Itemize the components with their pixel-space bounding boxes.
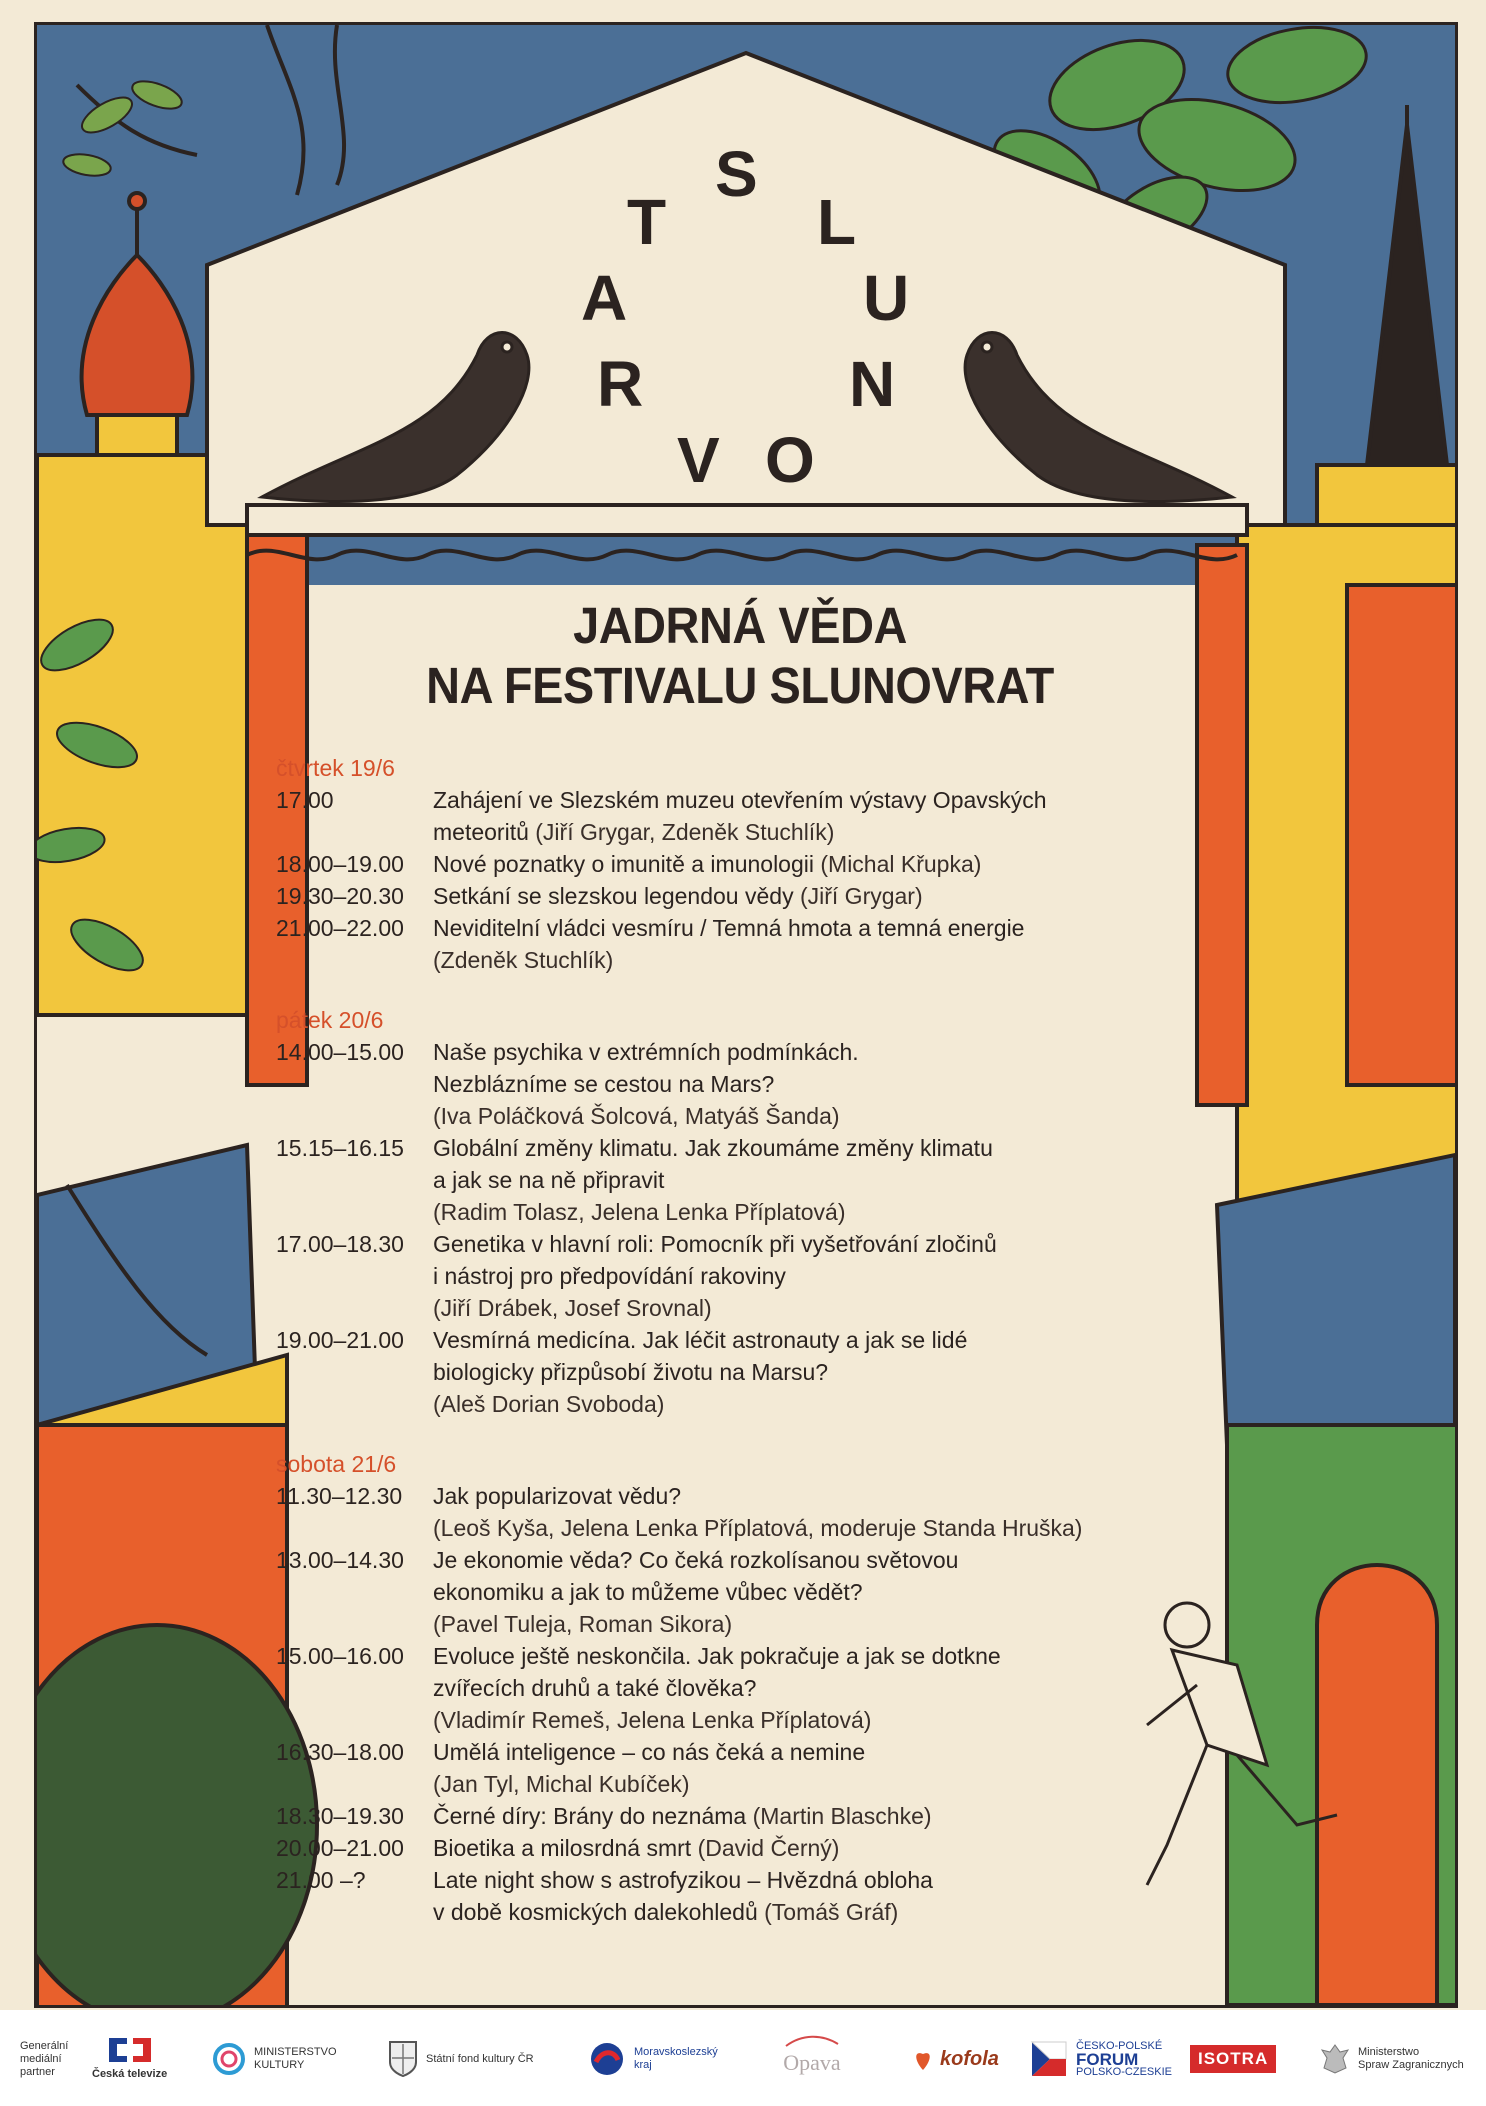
event-speakers: (Leoš Kyša, Jelena Lenka Příplatová, moderuje Standa Hruška) bbox=[433, 1515, 1083, 1541]
event-title: zvířecích druhů a také člověka? bbox=[433, 1675, 757, 1701]
event-title: v době kosmických dalekohledů bbox=[433, 1899, 758, 1925]
event-row bbox=[276, 848, 1176, 880]
ct-logo-icon bbox=[105, 2034, 155, 2066]
event-time: 11.30–12.30 bbox=[276, 1483, 403, 1509]
event-time: 14.00–15.00 bbox=[276, 1039, 404, 1065]
schedule bbox=[276, 752, 1176, 1956]
event-description bbox=[433, 1228, 1176, 1324]
media-partner-label bbox=[20, 2034, 68, 2084]
event-time: 19.00–21.00 bbox=[276, 1327, 404, 1353]
event-row bbox=[276, 1832, 1176, 1864]
event-row bbox=[276, 1736, 1176, 1800]
logo-label-line: Generální bbox=[20, 2039, 69, 2052]
logo-label-line: Spraw Zagranicznych bbox=[1358, 2059, 1464, 2071]
festival-letter: L bbox=[817, 186, 859, 258]
event-row bbox=[276, 880, 1176, 912]
poster-title bbox=[250, 596, 1230, 716]
event-row bbox=[276, 1324, 1176, 1420]
event-row bbox=[276, 1640, 1176, 1736]
event-description bbox=[433, 1480, 1176, 1544]
event-row bbox=[276, 1800, 1176, 1832]
event-description bbox=[433, 1036, 1176, 1132]
festival-letter: T bbox=[627, 186, 669, 258]
event-title: Naše psychika v extrémních podmínkách. bbox=[433, 1039, 859, 1065]
event-title: Umělá inteligence – co nás čeká a nemine bbox=[433, 1739, 866, 1765]
logo-label: kofola bbox=[940, 2047, 999, 2070]
event-time: 20.00–21.00 bbox=[276, 1835, 404, 1861]
small-leaves-icon bbox=[62, 76, 186, 179]
day-heading: čtvrtek 19/6 bbox=[276, 755, 395, 781]
festival-letter: V bbox=[677, 424, 722, 496]
event-row bbox=[276, 1132, 1176, 1228]
event-time: 17.00 bbox=[276, 787, 334, 813]
event-title: Jak popularizovat vědu? bbox=[433, 1483, 682, 1509]
event-speakers: (Vladimír Remeš, Jelena Lenka Příplatová) bbox=[433, 1707, 872, 1733]
logo-label-line: Moravskoslezský bbox=[634, 2046, 718, 2058]
day-block bbox=[276, 1004, 1176, 1420]
event-time: 19.30–20.30 bbox=[276, 883, 404, 909]
logo-label: Státní fond kultury ČR bbox=[426, 2052, 534, 2065]
logo-label-line: MINISTERSTVO bbox=[254, 2046, 337, 2058]
event-title: Evoluce ještě neskončila. Jak pokračuje a jak se dotkne bbox=[433, 1643, 1001, 1669]
festival-letter: A bbox=[581, 262, 630, 334]
logo-label: Opava bbox=[783, 2050, 841, 2075]
event-time: 17.00–18.30 bbox=[276, 1231, 404, 1257]
event-row bbox=[276, 1544, 1176, 1640]
event-speakers: (Jiří Drábek, Josef Srovnal) bbox=[433, 1295, 712, 1321]
event-description bbox=[433, 1800, 1176, 1832]
festival-letter: N bbox=[849, 348, 898, 420]
event-title: Nové poznatky o imunitě a imunologii bbox=[433, 851, 814, 877]
event-row bbox=[276, 784, 1176, 848]
event-title: Nezblázníme se cestou na Mars? bbox=[433, 1071, 775, 1097]
event-title: Late night show s astrofyzikou – Hvězdná obloha bbox=[433, 1867, 933, 1893]
event-description bbox=[433, 1544, 1176, 1640]
festival-letter: S bbox=[715, 138, 760, 210]
msk-logo-icon bbox=[588, 2040, 626, 2078]
event-time: 21.00 –? bbox=[276, 1867, 366, 1893]
logo-label-line: Ministerstwo bbox=[1358, 2046, 1420, 2058]
event-time: 15.00–16.00 bbox=[276, 1643, 404, 1669]
isotra-logo bbox=[1190, 2034, 1276, 2084]
coat-of-arms-icon bbox=[388, 2040, 418, 2078]
event-speakers: (Michal Křupka) bbox=[813, 851, 982, 877]
mk-logo-icon bbox=[212, 2042, 246, 2076]
event-description bbox=[433, 1736, 1176, 1800]
festival-letter: R bbox=[597, 348, 646, 420]
msz-logo bbox=[1320, 2034, 1464, 2084]
event-speakers: (Jiří Grygar) bbox=[793, 883, 923, 909]
day-block bbox=[276, 752, 1176, 976]
event-description bbox=[433, 880, 1176, 912]
event-description bbox=[433, 784, 1176, 848]
event-time: 13.00–14.30 bbox=[276, 1547, 404, 1573]
event-time: 18.00–19.00 bbox=[276, 851, 404, 877]
event-title: Setkání se slezskou legendou vědy bbox=[433, 883, 794, 909]
event-speakers: (Aleš Dorian Svoboda) bbox=[433, 1391, 665, 1417]
event-row bbox=[276, 912, 1176, 976]
event-title: Vesmírná medicína. Jak léčit astronauty a jak se lidé bbox=[433, 1327, 968, 1353]
event-time: 16.30–18.00 bbox=[276, 1739, 404, 1765]
event-title: i nástroj pro předpovídání rakoviny bbox=[433, 1263, 786, 1289]
event-row bbox=[276, 1036, 1176, 1132]
logo-label-line: kraj bbox=[634, 2059, 652, 2071]
event-description bbox=[433, 1132, 1176, 1228]
day-block bbox=[276, 1448, 1176, 1928]
kofola-logo bbox=[914, 2034, 999, 2084]
forum-logo bbox=[1030, 2034, 1172, 2084]
event-speakers: (Tomáš Gráf) bbox=[757, 1899, 899, 1925]
event-title: Globální změny klimatu. Jak zkoumáme změny klimatu bbox=[433, 1135, 993, 1161]
logo-label: Česká televize bbox=[92, 2068, 168, 2080]
ceska-televize-logo bbox=[92, 2034, 167, 2084]
event-speakers: (Iva Poláčková Šolcová, Matyáš Šanda) bbox=[433, 1103, 840, 1129]
event-speakers: (Martin Blaschke) bbox=[746, 1803, 932, 1829]
title-line: JADRNÁ VĚDA bbox=[573, 597, 907, 654]
event-speakers: (Jiří Grygar, Zdeněk Stuchlík) bbox=[528, 819, 835, 845]
event-speakers: (David Černý) bbox=[691, 1835, 840, 1861]
event-speakers: (Zdeněk Stuchlík) bbox=[433, 947, 614, 973]
logo-label-line: mediální bbox=[20, 2052, 62, 2065]
sfk-logo bbox=[388, 2034, 534, 2084]
opava-swirl-icon bbox=[782, 2034, 842, 2050]
onion-dome-icon bbox=[82, 193, 193, 455]
msk-logo bbox=[588, 2034, 718, 2084]
opava-logo bbox=[782, 2034, 842, 2084]
festival-letter: U bbox=[863, 262, 912, 334]
logo-label-line: partner bbox=[20, 2065, 55, 2078]
festival-letter: O bbox=[765, 424, 817, 496]
event-row bbox=[276, 1864, 1176, 1928]
event-title: meteoritů bbox=[433, 819, 529, 845]
logo-label-line: FORUM bbox=[1076, 2049, 1139, 2069]
kofola-heart-icon bbox=[914, 2046, 932, 2072]
event-title: Černé díry: Brány do neznáma bbox=[433, 1803, 747, 1829]
event-speakers: (Jan Tyl, Michal Kubíček) bbox=[433, 1771, 690, 1797]
event-title: Je ekonomie věda? Co čeká rozkolísanou světovou bbox=[433, 1547, 959, 1573]
event-title: ekonomiku a jak to můžeme vůbec vědět? bbox=[433, 1579, 863, 1605]
event-title: Zahájení ve Slezském muzeu otevřením výstavy Opavských bbox=[433, 787, 1047, 813]
partner-logos bbox=[0, 2010, 1486, 2106]
event-title: Bioetika a milosrdná smrt bbox=[433, 1835, 692, 1861]
day-heading: pátek 20/6 bbox=[276, 1007, 384, 1033]
title-line: NA FESTIVALU SLUNOVRAT bbox=[426, 657, 1054, 714]
event-speakers: (Radim Tolasz, Jelena Lenka Příplatová) bbox=[433, 1199, 846, 1225]
event-title: Neviditelní vládci vesmíru / Temná hmota a temná energie bbox=[433, 915, 1025, 941]
event-time: 18.30–19.30 bbox=[276, 1803, 404, 1829]
event-description bbox=[433, 1640, 1176, 1736]
event-row bbox=[276, 1480, 1176, 1544]
logo-label: ISOTRA bbox=[1190, 2045, 1276, 2073]
event-title: a jak se na ně připravit bbox=[433, 1167, 665, 1193]
event-row bbox=[276, 1228, 1176, 1324]
day-heading: sobota 21/6 bbox=[276, 1451, 397, 1477]
forum-flag-icon bbox=[1030, 2040, 1068, 2078]
event-description bbox=[433, 848, 1176, 880]
spire-tower-icon bbox=[1317, 105, 1455, 545]
event-time: 15.15–16.15 bbox=[276, 1135, 404, 1161]
right-building-icon bbox=[1197, 525, 1455, 2005]
logo-label-line: ČESKO-POLSKÉ bbox=[1076, 2039, 1163, 2052]
event-time: 21.00–22.00 bbox=[276, 915, 404, 941]
event-description bbox=[433, 1832, 1176, 1864]
ministerstvo-kultury-logo bbox=[212, 2034, 337, 2084]
logo-label-line: KULTURY bbox=[254, 2059, 305, 2071]
event-description bbox=[433, 1864, 1176, 1928]
eagle-emblem-icon bbox=[1320, 2042, 1350, 2076]
event-speakers: (Pavel Tuleja, Roman Sikora) bbox=[433, 1611, 733, 1637]
event-description bbox=[433, 912, 1176, 976]
event-title: biologicky přizpůsobí životu na Marsu? bbox=[433, 1359, 829, 1385]
logo-label-line: POLSKO-CZESKIE bbox=[1076, 2065, 1172, 2078]
event-title: Genetika v hlavní roli: Pomocník při vyšetřování zločinů bbox=[433, 1231, 997, 1257]
event-description bbox=[433, 1324, 1176, 1420]
